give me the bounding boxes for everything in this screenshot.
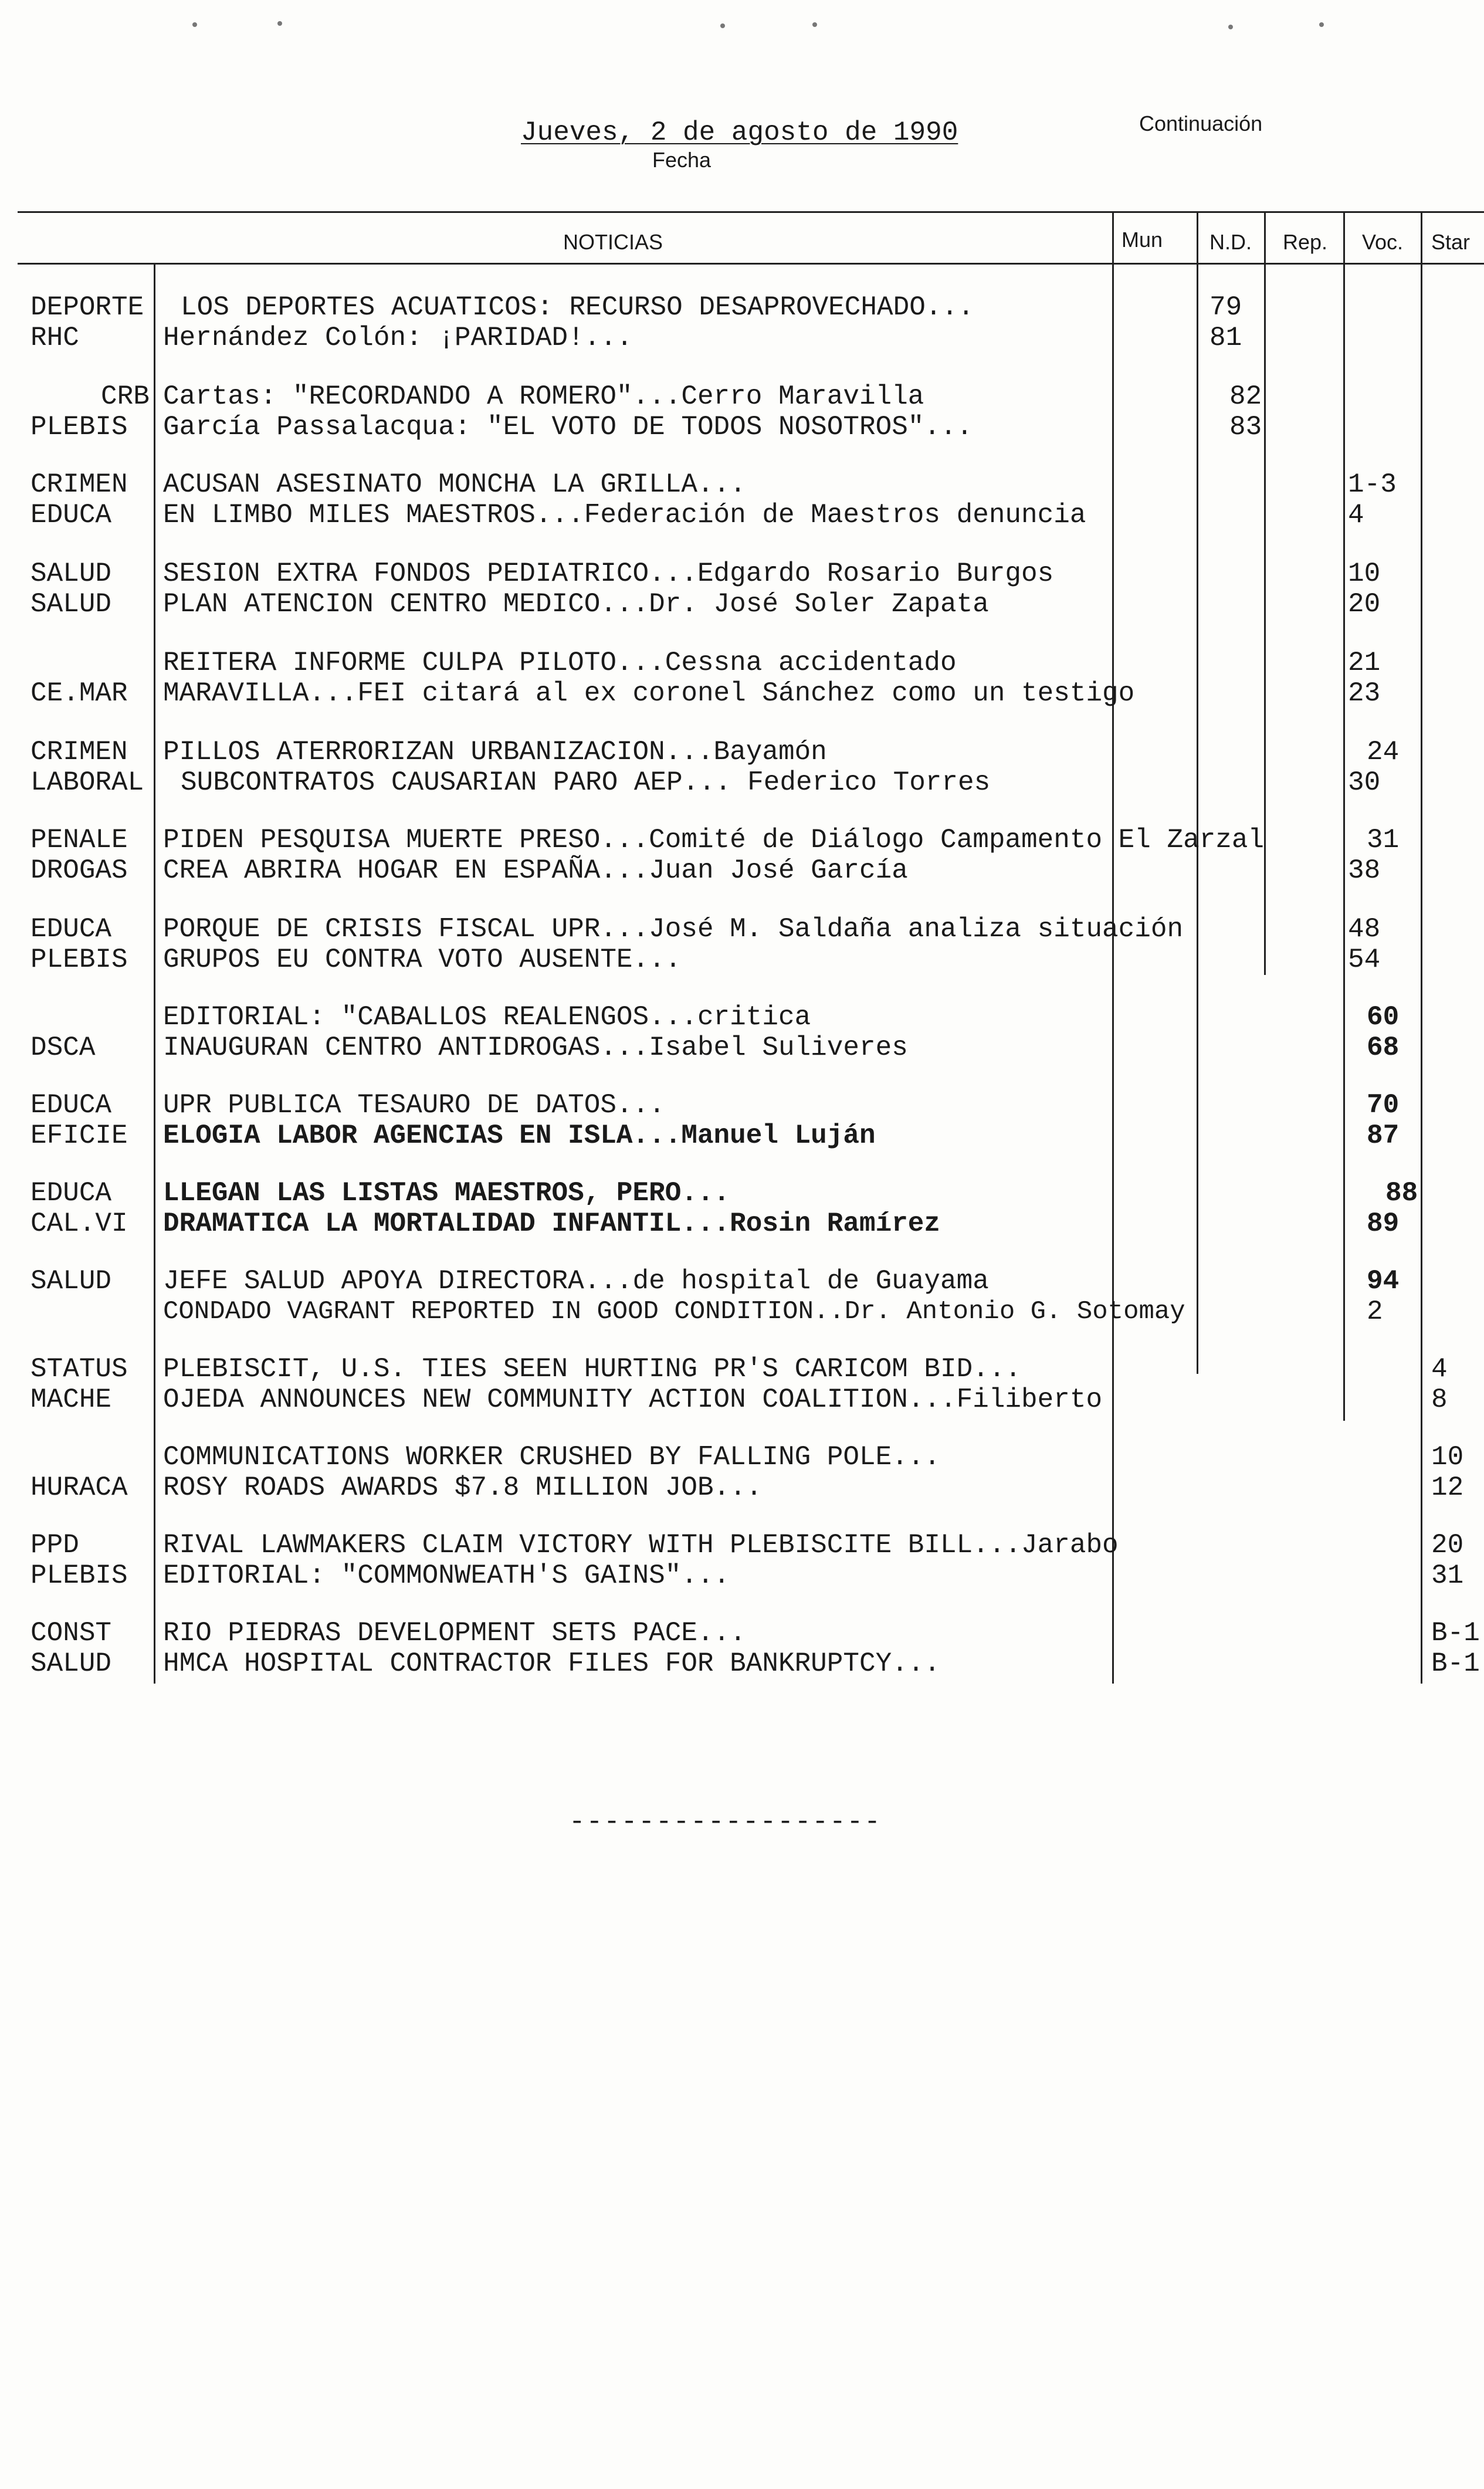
row-title: RIO PIEDRAS DEVELOPMENT SETS PACE... <box>163 1618 746 1648</box>
row-title: CREA ABRIRA HOGAR EN ESPAÑA...Juan José García <box>163 855 908 886</box>
row-title: LOS DEPORTES ACUATICOS: RECURSO DESAPROVECHADO... <box>181 292 974 323</box>
row-page: 81 <box>1209 323 1242 353</box>
row-section: PLEBIS <box>31 412 128 442</box>
row-section: STATUS <box>31 1354 128 1384</box>
row-page: 20 <box>1431 1530 1464 1560</box>
row-title: REITERA INFORME CULPA PILOTO...Cessna accidentado <box>163 648 957 678</box>
row-title: PORQUE DE CRISIS FISCAL UPR...José M. Saldaña analiza situación <box>163 914 1184 944</box>
row-section: CRIMEN <box>31 469 128 500</box>
row-section: EDUCA <box>31 1178 112 1208</box>
column-header-noticias: NOTICIAS <box>563 230 663 254</box>
row-section: CE.MAR <box>31 678 128 709</box>
row-page: 20 <box>1348 589 1381 619</box>
column-header-rep: Rep. <box>1283 230 1328 254</box>
row-title: INAUGURAN CENTRO ANTIDROGAS...Isabel Suliveres <box>163 1032 908 1063</box>
row-page: 68 <box>1367 1032 1400 1063</box>
row-title: UPR PUBLICA TESAURO DE DATOS... <box>163 1090 665 1120</box>
row-section: PLEBIS <box>31 944 128 975</box>
row-page: B-1 <box>1431 1648 1480 1679</box>
scan-mark <box>1228 25 1233 29</box>
row-section: PLEBIS <box>31 1560 128 1591</box>
column-divider-star <box>1421 212 1422 1684</box>
row-page: 60 <box>1367 1002 1400 1032</box>
row-section: SALUD <box>31 558 112 589</box>
row-section: CONST <box>31 1618 112 1648</box>
scan-mark <box>720 23 725 28</box>
row-section: DROGAS <box>31 855 128 886</box>
row-section: EDUCA <box>31 914 112 944</box>
row-page: 2 <box>1367 1296 1383 1327</box>
column-divider-voc <box>1343 212 1345 1421</box>
row-title: OJEDA ANNOUNCES NEW COMMUNITY ACTION COALITION...Filiberto <box>163 1384 1103 1415</box>
row-title: HMCA HOSPITAL CONTRACTOR FILES FOR BANKRUPTCY... <box>163 1648 941 1679</box>
row-section: LABORAL <box>31 767 144 798</box>
row-title: PIDEN PESQUISA MUERTE PRESO...Comité de Diálogo Campamento El Zarzal <box>163 825 1265 855</box>
row-title: JEFE SALUD APOYA DIRECTORA...de hospital de Guayama <box>163 1266 989 1296</box>
row-page: 23 <box>1348 678 1381 709</box>
row-section: SALUD <box>31 589 112 619</box>
row-section: MACHE <box>31 1384 112 1415</box>
row-title: DRAMATICA LA MORTALIDAD INFANTIL...Rosin Ramírez <box>163 1208 941 1239</box>
row-title: Hernández Colón: ¡PARIDAD!... <box>163 323 633 353</box>
row-page: 12 <box>1431 1472 1464 1503</box>
continuation-label: Continuación <box>1139 111 1263 136</box>
row-page: 70 <box>1367 1090 1400 1120</box>
row-page: B-1 <box>1431 1618 1480 1648</box>
row-page: 38 <box>1348 855 1381 886</box>
row-title: CONDADO VAGRANT REPORTED IN GOOD CONDITION..Dr. Antonio G. Sotomay <box>163 1297 1185 1326</box>
row-title: García Passalacqua: "EL VOTO DE TODOS NOSOTROS"... <box>163 412 973 442</box>
scan-mark <box>192 22 197 27</box>
row-page: 30 <box>1348 767 1381 798</box>
row-section: CRB <box>101 381 150 412</box>
column-header-nd: N.D. <box>1209 230 1252 254</box>
row-section: EDUCA <box>31 1090 112 1120</box>
scan-mark <box>277 21 282 26</box>
scan-mark <box>812 22 817 27</box>
row-title: GRUPOS EU CONTRA VOTO AUSENTE... <box>163 944 682 975</box>
row-page: 10 <box>1431 1442 1464 1472</box>
row-title: RIVAL LAWMAKERS CLAIM VICTORY WITH PLEBISCITE BILL...Jarabo <box>163 1530 1119 1560</box>
row-title: PLAN ATENCION CENTRO MEDICO...Dr. José Soler Zapata <box>163 589 989 619</box>
row-section: PPD <box>31 1530 79 1560</box>
row-title: EN LIMBO MILES MAESTROS...Federación de Maestros denuncia <box>163 500 1086 530</box>
row-page: 88 <box>1385 1178 1418 1208</box>
row-page: 54 <box>1348 944 1381 975</box>
scan-mark <box>1319 22 1324 27</box>
row-section: PENALE <box>31 825 128 855</box>
row-section: EDUCA <box>31 500 112 530</box>
row-page: 48 <box>1348 914 1381 944</box>
row-page: 10 <box>1348 558 1381 589</box>
row-section: EFICIE <box>31 1120 128 1151</box>
row-title: ACUSAN ASESINATO MONCHA LA GRILLA... <box>163 469 746 500</box>
column-divider-nd <box>1197 212 1198 1374</box>
date-label: Fecha <box>652 148 711 172</box>
row-page: 4 <box>1431 1354 1448 1384</box>
column-divider-mun <box>1112 212 1114 1684</box>
row-title: MARAVILLA...FEI citará al ex coronel Sánchez como un testigo <box>163 678 1135 709</box>
row-section: SALUD <box>31 1266 112 1296</box>
row-section: SALUD <box>31 1648 112 1679</box>
row-title: COMMUNICATIONS WORKER CRUSHED BY FALLING POLE... <box>163 1442 941 1472</box>
row-title: ROSY ROADS AWARDS $7.8 MILLION JOB... <box>163 1472 763 1503</box>
row-page: 24 <box>1367 737 1400 767</box>
column-header-star: Star <box>1431 230 1471 254</box>
footer-rule: ------------------ <box>569 1807 882 1837</box>
row-page: 83 <box>1229 412 1262 442</box>
row-title: Cartas: "RECORDANDO A ROMERO"...Cerro Maravilla <box>163 381 924 412</box>
column-divider-rep <box>1264 212 1266 975</box>
row-title: PILLOS ATERRORIZAN URBANIZACION...Bayamón <box>163 737 827 767</box>
row-section: HURACA <box>31 1472 128 1503</box>
row-section: CRIMEN <box>31 737 128 767</box>
date-heading: Jueves, 2 de agosto de 1990 <box>521 117 958 148</box>
row-section: RHC <box>31 323 79 353</box>
row-page: 21 <box>1348 648 1381 678</box>
row-title: PLEBISCIT, U.S. TIES SEEN HURTING PR'S CARICOM BID... <box>163 1354 1022 1384</box>
row-section: DEPORTE <box>31 292 144 323</box>
row-title: SESION EXTRA FONDOS PEDIATRICO...Edgardo Rosario Burgos <box>163 558 1054 589</box>
row-title: LLEGAN LAS LISTAS MAESTROS, PERO... <box>163 1178 730 1208</box>
row-section: CAL.VI <box>31 1208 128 1239</box>
row-title: ELOGIA LABOR AGENCIAS EN ISLA...Manuel Luján <box>163 1120 876 1151</box>
row-title: EDITORIAL: "CABALLOS REALENGOS...critica <box>163 1002 811 1032</box>
row-page: 4 <box>1348 500 1364 530</box>
row-page: 79 <box>1209 292 1242 323</box>
row-page: 8 <box>1431 1384 1448 1415</box>
row-section: DSCA <box>31 1032 96 1063</box>
row-page: 31 <box>1367 825 1400 855</box>
row-title: EDITORIAL: "COMMONWEATH'S GAINS"... <box>163 1560 730 1591</box>
column-header-voc: Voc. <box>1362 230 1404 254</box>
row-page: 31 <box>1431 1560 1464 1591</box>
row-page: 89 <box>1367 1208 1400 1239</box>
row-page: 1-3 <box>1348 469 1397 500</box>
column-divider-section <box>154 264 155 1684</box>
row-page: 82 <box>1229 381 1262 412</box>
row-page: 87 <box>1367 1120 1400 1151</box>
column-header-mun: Mun <box>1122 228 1163 252</box>
row-title: SUBCONTRATOS CAUSARIAN PARO AEP... Federico Torres <box>181 767 991 798</box>
row-page: 94 <box>1367 1266 1400 1296</box>
